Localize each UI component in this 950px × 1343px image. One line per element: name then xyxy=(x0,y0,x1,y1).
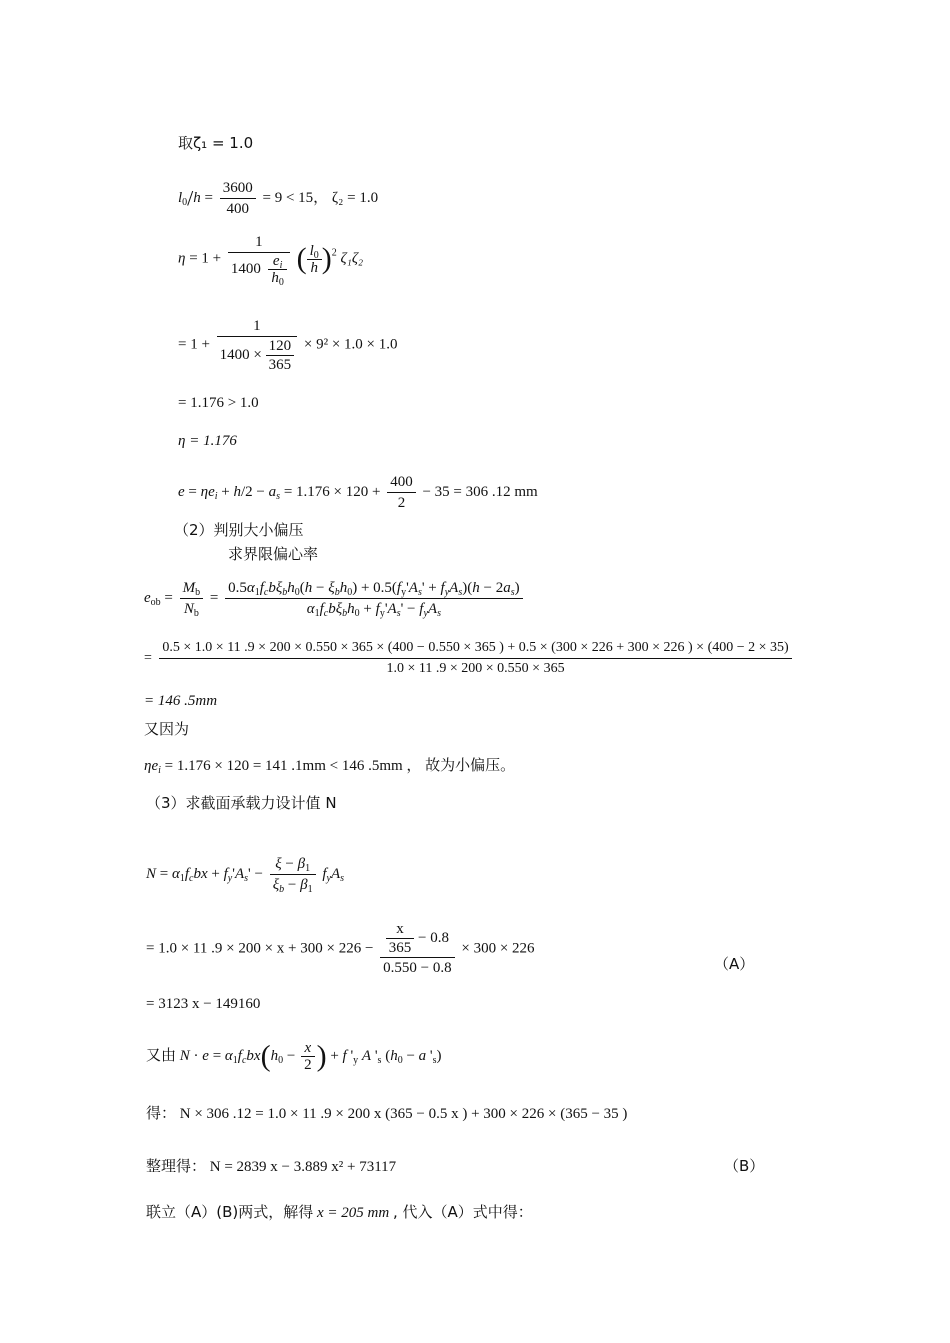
etaei-expr: = 1.176 × 120 = 141 .1mm < 146 .5mm ， xyxy=(164,758,422,774)
eta-sub-line: = 1 + 1 1400 × $\frac{120}{365}$ × 9² × 1.0 × 1.0 xyxy=(178,318,398,373)
label-B: （B） xyxy=(724,1157,765,1175)
eta-sub-num: 1 xyxy=(217,316,297,337)
step3-heading: （3）求截面承载力设计值 N xyxy=(146,794,337,812)
N-fraction xyxy=(380,920,454,978)
e-frac-num: 400 xyxy=(387,472,416,493)
N-frac-inner-den: 365 xyxy=(388,940,412,956)
etaei-line: $\eta e_i = 1.176 \times 120 = 141$ .1mm < 146 .5mm ， 故为小偏压。 xyxy=(144,756,516,776)
zhengli-line xyxy=(146,1157,396,1176)
N-expr-sub1: = 1.0 × 11 .9 × 200 × x + 300 × 226 − xyxy=(146,940,374,957)
de-expr: N × 306 .12 = 1.0 × 11 .9 × 200 x (365 − 0.5 x ) + 300 × 226 × (365 − 35 ) xyxy=(179,1106,628,1122)
zhengli-expr: N = 2839 x − 3.889 x² + 73117 xyxy=(209,1159,397,1175)
l0h-num: 3600 xyxy=(220,178,256,199)
eob-result: = 146 .5mm xyxy=(144,693,218,709)
eta-sub-tail: × 9² × 1.0 × 1.0 xyxy=(303,336,398,353)
eob-general-fraction: $\frac{0.5\alpha_1f_cb\xi_bh_0(h - \xi_bh_0) + 0.5(f_y'A_s' + f_yA_s)(h - 2a_s)}{\alpha_1f_cb\xi_bh_0 + f_y'A_s' - f_yA_s}$ xyxy=(225,578,523,619)
N-expr-sub1-tail: × 300 × 226 xyxy=(461,940,535,957)
eob-numeric-fraction xyxy=(159,638,791,679)
zeta1-text: 取ζ₁ = 1.0 xyxy=(178,134,254,152)
eta-sub-frac-num: 120 xyxy=(266,337,295,356)
l0h-fraction xyxy=(220,178,256,219)
lianli-pre: 联立（A）(B)两式，解得 xyxy=(146,1203,314,1221)
eob-num-expr: 0.5 × 1.0 × 11 .9 × 200 × 0.550 × 365 × (400 − 0.550 × 365 ) + 0.5 × (300 × 226 + 300 × 226 ) × (400 − 2 × 35) xyxy=(159,638,791,659)
de-line xyxy=(146,1104,627,1123)
eta-formula-line: η = 1 + 1 1400 $\frac{e_i}{h_0}$ ( $\frac{l_0}{h}$ )$^2$ ζ₁ζ₂ xyxy=(178,234,364,288)
e-frac-den: 2 xyxy=(397,495,406,511)
l0h-line: $l_0/h$ = $\frac{3600}{400}$ = 9 < 15， ζ₂ = 1.0 xyxy=(178,180,379,217)
N-numeric-line xyxy=(146,920,535,978)
N-result-A: = 3123 x − 149160 xyxy=(146,996,261,1012)
eta-final: η = 1.176 xyxy=(178,433,237,449)
youyin-text: 又因为 xyxy=(144,720,190,738)
lianli-mid: x = 205 mm xyxy=(317,1205,390,1221)
N-frac-inner-num: x xyxy=(386,920,415,939)
eob-numeric-line: = 0.5 × 1.0 × 11 .9 × 200 × 0.550 × 365 × (400 − 0.550 × 365 ) + 0.5 × (300 × 226 + 300 × 226 ) × (400 − 2 × 35) 1.0 × 11 .9 × 200 × 0.550 × 365 xyxy=(144,638,795,679)
label-A: （A） xyxy=(714,955,755,973)
eta-formula-tail: ζ₁ζ₂ xyxy=(340,250,364,267)
step2-sub-heading: 求界限偏心率 xyxy=(228,545,319,563)
N-frac-den: 0.550 − 0.8 xyxy=(383,960,452,976)
e-formula-line: $e = \eta e_i + h/2 - a_s = 1.176 \times 120$ + $\frac{400}{2}$ − 35 = 306 .12 mm xyxy=(178,474,538,511)
eta-sub-fraction xyxy=(217,316,297,374)
step2-heading: （2）判别大小偏压 xyxy=(174,521,304,539)
eta-sub-den-coef: 1400 × xyxy=(219,346,262,363)
l0h-den: 400 xyxy=(226,201,250,217)
eta-result: = 1.176 > 1.0 xyxy=(178,395,259,411)
zeta1-line xyxy=(178,134,253,153)
zhengli-label: 整理得： xyxy=(146,1157,207,1175)
eta-sub-frac-den: 365 xyxy=(268,357,292,373)
youyou-line: 又由 $N \cdot e = \alpha_1f_cbx(h_0$ − $\frac{x}{2}$ ) + f '$_y$ A '$_s$ ($h_0 - a$ '$_s$) xyxy=(146,1039,442,1073)
e-formula-tail: − 35 = 306 .12 mm xyxy=(422,483,538,500)
de-label: 得： xyxy=(146,1104,177,1122)
eta-formula-fraction: 1 1400 $\frac{e_i}{h_0}$ xyxy=(228,232,290,286)
etaei-conclusion: 故为小偏压。 xyxy=(425,756,516,774)
e-frac xyxy=(387,472,416,513)
eta-result-line xyxy=(178,394,259,412)
eta-final-line xyxy=(178,432,237,450)
eob-den-expr: 1.0 × 11 .9 × 200 × 0.550 × 365 xyxy=(386,661,565,676)
N-formula-line: $N = \alpha_1f_cbx + f_y'A_s'$ − $\frac{\xi - \beta_1}{\xi_b - \beta_1}$ $f_yA_s$ xyxy=(146,856,345,895)
N-frac-minus: − 0.8 xyxy=(418,929,450,946)
lianli-line xyxy=(146,1203,533,1222)
youyou-text: 又由 xyxy=(146,1045,177,1064)
eob-formula-line: $e_{ob}$ = $\frac{M_b}{N_b}$ = $\frac{0.5\alpha_1f_cb\xi_bh_0(h - \xi_bh_0) + 0.5(f_y'A_s' + f_yA_s)(h - 2a_s)}{\alpha_1f_cb\xi_bh_0 + f_y'A_s' - f_yA_s}$ xyxy=(144,578,526,619)
e-formula-mid: = 1.176 × 120 + xyxy=(283,483,381,500)
lianli-post: , 代入（A）式中得： xyxy=(392,1203,533,1221)
l0h-tail: = 9 < 15， ζ₂ = 1.0 xyxy=(262,189,379,206)
